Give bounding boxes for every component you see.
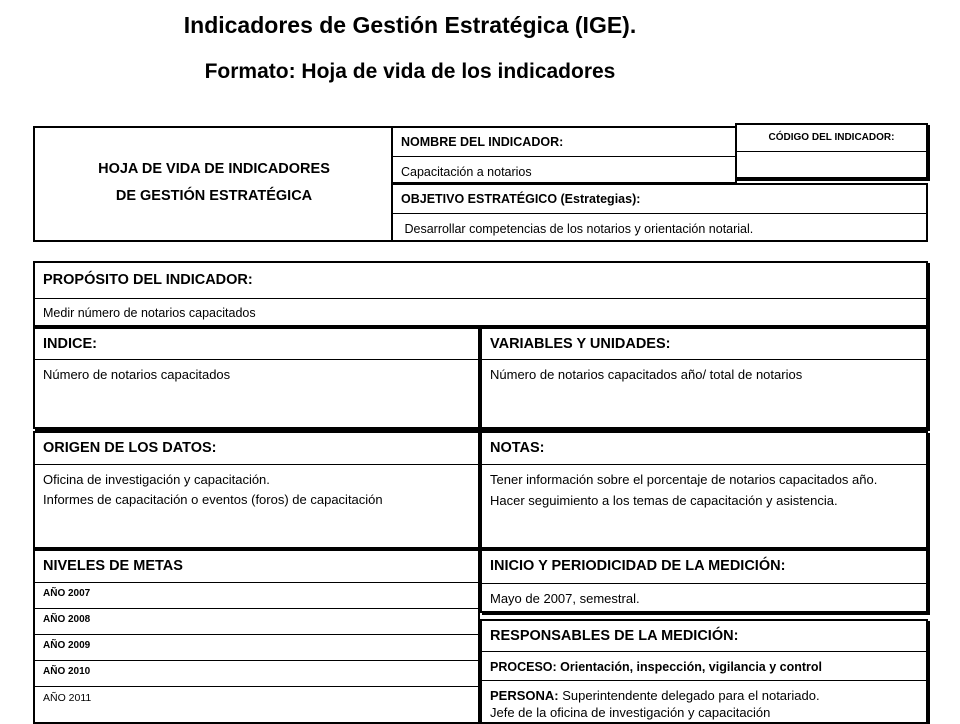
nombre-indicador-value: Capacitación a notarios xyxy=(401,165,532,179)
variables-value: Número de notarios capacitados año/ total de notarios xyxy=(490,367,803,382)
indice-label: INDICE: xyxy=(35,329,478,360)
niveles-metas-label: NIVELES DE METAS xyxy=(35,551,478,583)
meta-year-row: AÑO 2010 xyxy=(35,661,478,687)
persona-value: Superintendente delegado para el notariado. xyxy=(558,688,820,703)
page-subtitle: Formato: Hoja de vida de los indicadores xyxy=(204,60,616,83)
inicio-periodicidad-value: Mayo de 2007, semestral. xyxy=(490,591,640,606)
variables-label: VARIABLES Y UNIDADES: xyxy=(482,329,926,360)
responsables-persona xyxy=(482,681,926,724)
indice-box xyxy=(33,327,480,429)
indice-value: Número de notarios capacitados xyxy=(43,367,231,382)
origen-datos-line1: Oficina de investigación y capacitación. xyxy=(43,472,270,487)
header-title-box xyxy=(33,126,395,242)
meta-year-row: AÑO 2007 xyxy=(35,583,478,609)
origen-datos-box xyxy=(33,431,480,549)
responsables-proceso: PROCESO: Orientación, inspección, vigilancia y control xyxy=(482,652,926,681)
objetivo-estrategico-value: Desarrollar competencias de los notarios y orientación notarial. xyxy=(401,222,754,236)
origen-datos-label: ORIGEN DE LOS DATOS: xyxy=(35,433,478,465)
responsables-label: RESPONSABLES DE LA MEDICIÓN: xyxy=(482,621,926,652)
notas-box xyxy=(480,431,928,549)
notas-line1: Tener información sobre el porcentaje de notarios capacitados año. xyxy=(490,472,878,487)
header-title-line2: DE GESTIÓN ESTRATÉGICA xyxy=(115,188,313,204)
origen-datos-line2: Informes de capacitación o eventos (foros) de capacitación xyxy=(43,492,383,507)
persona-label: PERSONA: xyxy=(490,688,559,703)
codigo-indicador-box xyxy=(735,123,928,179)
variables-box xyxy=(480,327,928,429)
nombre-indicador-box xyxy=(391,126,737,184)
notas-line2: Hacer seguimiento a los temas de capacitación y asistencia. xyxy=(490,493,838,508)
inicio-periodicidad-box xyxy=(480,549,928,613)
meta-year-row: AÑO 2009 xyxy=(35,635,478,661)
niveles-metas-box xyxy=(33,549,480,724)
proposito-label: PROPÓSITO DEL INDICADOR: xyxy=(35,263,926,299)
origen-datos-text xyxy=(35,465,478,549)
proposito-box xyxy=(33,261,928,327)
meta-year-row: AÑO 2011 xyxy=(43,692,92,704)
codigo-indicador-label: CÓDIGO DEL INDICADOR: xyxy=(737,125,926,152)
objetivo-estrategico-box xyxy=(391,183,928,242)
codigo-indicador-value xyxy=(737,152,926,177)
notas-label: NOTAS: xyxy=(482,433,926,465)
proposito-value: Medir número de notarios capacitados xyxy=(43,306,256,320)
nombre-indicador-label: NOMBRE DEL INDICADOR: xyxy=(393,128,735,157)
meta-year-row: AÑO 2008 xyxy=(35,609,478,635)
inicio-periodicidad-label: INICIO Y PERIODICIDAD DE LA MEDICIÓN: xyxy=(482,551,926,584)
objetivo-estrategico-label: OBJETIVO ESTRATÉGICO (Estrategias): xyxy=(393,185,926,214)
responsables-box xyxy=(480,619,928,724)
header-title-line1: HOJA DE VIDA DE INDICADORES xyxy=(98,161,330,177)
persona-line2: Jefe de la oficina de investigación y capacitación xyxy=(490,705,771,720)
notas-text xyxy=(482,465,926,549)
page-title: Indicadores de Gestión Estratégica (IGE). xyxy=(183,12,637,38)
